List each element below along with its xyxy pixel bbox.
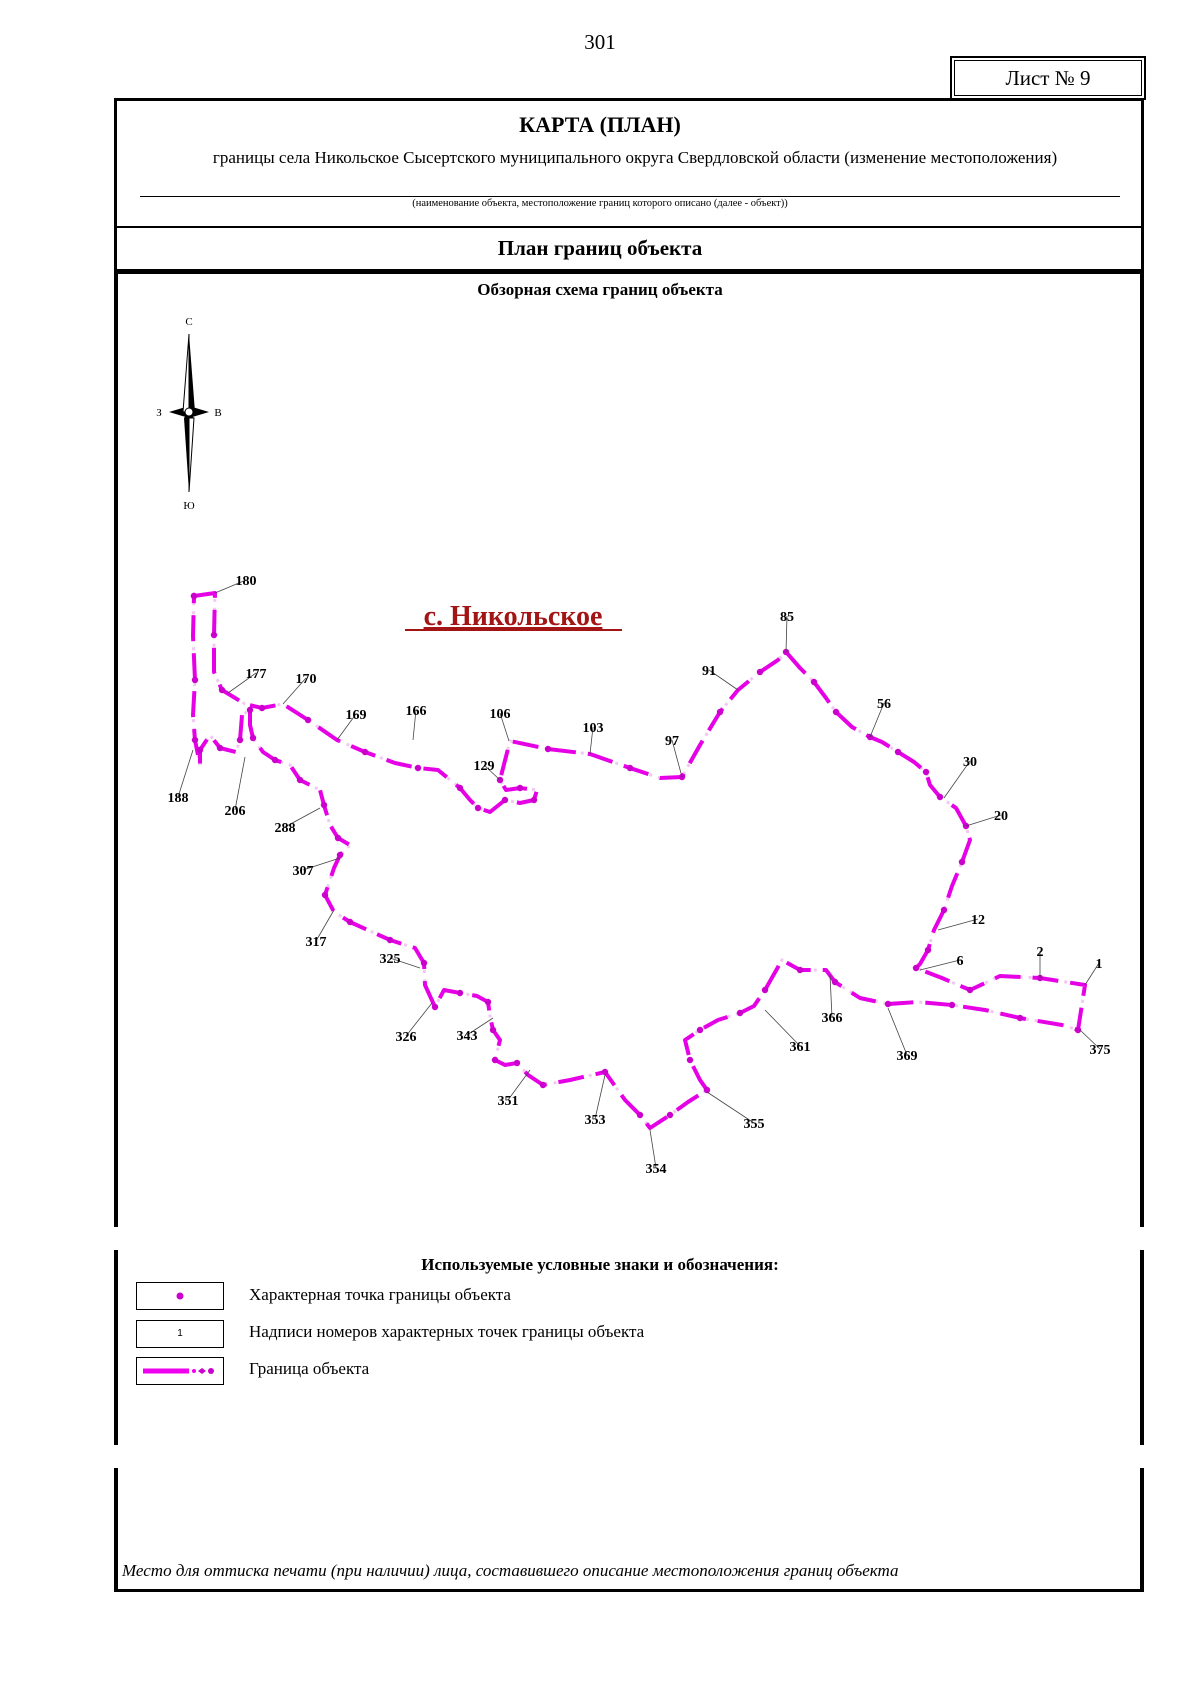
point-number-label: 355 <box>743 1117 765 1132</box>
point-number-label: 317 <box>305 935 327 950</box>
boundary-point <box>415 765 421 771</box>
boundary-point <box>514 1060 520 1066</box>
point-number-label: 166 <box>405 704 427 719</box>
point-number-icon: 1 <box>136 1320 224 1348</box>
object-name: границы села Никольское Сысертского муниципального округа Свердловской области (изменение местоположения) <box>212 148 1058 167</box>
point-number-label: 366 <box>821 1011 843 1026</box>
boundary-point <box>432 1004 438 1010</box>
boundary-point <box>833 709 839 715</box>
point-number-label: 206 <box>224 804 246 819</box>
plan-title: План границ объекта <box>497 236 703 260</box>
object-name-caption: (наименование объекта, местоположение границ которого описано (далее - объект)) <box>412 198 788 209</box>
boundary-point <box>531 797 537 803</box>
point-number-label: 369 <box>896 1049 918 1064</box>
boundary-points <box>191 593 1081 1118</box>
boundary-point <box>540 1082 546 1088</box>
boundary-point <box>667 1112 673 1118</box>
point-number-label: 188 <box>167 791 189 806</box>
point-number-label: 326 <box>395 1030 417 1045</box>
boundary-point <box>895 749 901 755</box>
boundary-point <box>347 919 353 925</box>
stamp-frame-right <box>1140 1468 1144 1592</box>
boundary-point <box>627 765 633 771</box>
boundary-point <box>457 990 463 996</box>
page-number: 301 <box>584 30 616 54</box>
point-number-label: 2 <box>1036 945 1044 960</box>
settlement-label: с. Никольское <box>423 601 603 632</box>
boundary-point <box>492 1057 498 1063</box>
point-number-label: 56 <box>877 697 891 712</box>
legend-frame-right <box>1140 1250 1144 1445</box>
legend-title: Используемые условные знаки и обозначения: <box>421 1255 779 1274</box>
compass-south-label: Ю <box>183 500 195 512</box>
boundary-point <box>967 987 973 993</box>
boundary-point <box>1017 1015 1023 1021</box>
stamp-frame-left <box>114 1468 118 1592</box>
boundary-point <box>211 632 217 638</box>
boundary-underlay <box>193 593 1085 1128</box>
boundary-point <box>475 805 481 811</box>
point-number-label: 353 <box>584 1113 606 1128</box>
point-number-label: 97 <box>665 734 679 749</box>
boundary-point <box>421 960 427 966</box>
boundary-point <box>762 987 768 993</box>
boundary-point <box>941 907 947 913</box>
boundary-point <box>502 797 508 803</box>
boundary-point <box>937 794 943 800</box>
boundary-point <box>191 593 197 599</box>
legend-item-line <box>136 1357 224 1385</box>
point-number-label: 351 <box>497 1094 519 1109</box>
point-number-label: 12 <box>971 913 985 928</box>
boundary-point <box>197 747 203 753</box>
point-number-label: 375 <box>1089 1043 1111 1058</box>
document-title: КАРТА (ПЛАН) <box>519 112 681 137</box>
boundary-point <box>387 937 393 943</box>
point-number-label: 180 <box>235 574 257 589</box>
point-number-label: 307 <box>292 864 314 879</box>
boundary-point <box>219 687 225 693</box>
boundary-line-icon <box>137 1358 223 1384</box>
point-number-label: 169 <box>345 708 367 723</box>
point-number-label: 1 <box>1095 957 1103 972</box>
sheet-number: Лист № 9 <box>950 56 1146 100</box>
boundary-point <box>757 669 763 675</box>
boundary-point <box>337 852 343 858</box>
boundary-point <box>717 709 723 715</box>
boundary-point <box>362 749 368 755</box>
point-number-label: 288 <box>274 821 296 836</box>
point-number-label: 129 <box>473 759 495 774</box>
stamp-caption: Место для оттиска печати (при наличии) лица, составившего описание местоположения границ объекта <box>122 1561 899 1580</box>
boundary-point <box>305 717 311 723</box>
point-labels <box>168 574 1111 1177</box>
point-number-label: 177 <box>245 667 267 682</box>
point-number-label: 343 <box>456 1029 478 1044</box>
point-number-label: 103 <box>582 721 604 736</box>
boundary-point <box>925 947 931 953</box>
compass-north-label: С <box>185 316 193 328</box>
point-label-leader <box>920 960 960 970</box>
boundary-line <box>193 593 1085 1128</box>
boundary-point <box>913 965 919 971</box>
boundary-point <box>959 859 965 865</box>
boundary-point <box>247 707 253 713</box>
point-number-label: 30 <box>963 755 977 770</box>
boundary-point <box>697 1027 703 1033</box>
boundary-point <box>637 1112 643 1118</box>
map-title: Обзорная схема границ объекта <box>477 280 723 299</box>
boundary-point <box>457 785 463 791</box>
boundary-point <box>832 979 838 985</box>
compass-west-label: З <box>156 407 162 419</box>
legend-line-label: Граница объекта <box>249 1359 370 1378</box>
boundary-polyline <box>193 593 1085 1128</box>
boundary-point <box>687 1057 693 1063</box>
boundary-point <box>811 679 817 685</box>
point-label-leader <box>235 757 245 810</box>
boundary-point <box>602 1069 608 1075</box>
point-number-label: 106 <box>489 707 511 722</box>
boundary-point <box>517 785 523 791</box>
boundary-point <box>192 737 198 743</box>
boundary-point <box>322 892 328 898</box>
point-label-leader <box>178 750 193 797</box>
point-number-label: 170 <box>295 672 317 687</box>
boundary-point <box>297 777 303 783</box>
point-number-label: 6 <box>956 954 964 969</box>
boundary-point <box>321 802 327 808</box>
boundary-point <box>237 737 243 743</box>
boundary-point <box>885 1001 891 1007</box>
point-number-label: 91 <box>702 664 716 679</box>
compass-east-label: В <box>214 407 222 419</box>
legend-point-label: Характерная точка границы объекта <box>249 1285 511 1304</box>
boundary-point <box>797 967 803 973</box>
point-number-label: 20 <box>994 809 1008 824</box>
boundary-point <box>335 835 341 841</box>
point-number-label: 354 <box>645 1162 667 1177</box>
boundary-point <box>545 746 551 752</box>
point-number-label: 361 <box>789 1040 811 1055</box>
point-number-label: 325 <box>379 952 401 967</box>
boundary-point <box>485 999 491 1005</box>
boundary-point-icon <box>137 1283 223 1309</box>
boundary-point <box>259 705 265 711</box>
boundary-point <box>949 1002 955 1008</box>
boundary-point <box>192 677 198 683</box>
legend-number-label: Надписи номеров характерных точек границы объекта <box>249 1322 645 1341</box>
point-number-label: 85 <box>780 610 794 625</box>
boundary-point <box>737 1010 743 1016</box>
boundary-point <box>272 757 278 763</box>
boundary-point <box>250 735 256 741</box>
compass-rose-icon <box>169 334 209 492</box>
boundary-point <box>923 769 929 775</box>
stamp-frame-bottom <box>114 1589 1144 1592</box>
legend-frame-left <box>114 1250 118 1445</box>
boundary-point <box>217 745 223 751</box>
point-label-leader <box>888 1008 907 1055</box>
boundary-point <box>490 1027 496 1033</box>
legend-item-point <box>136 1282 224 1310</box>
